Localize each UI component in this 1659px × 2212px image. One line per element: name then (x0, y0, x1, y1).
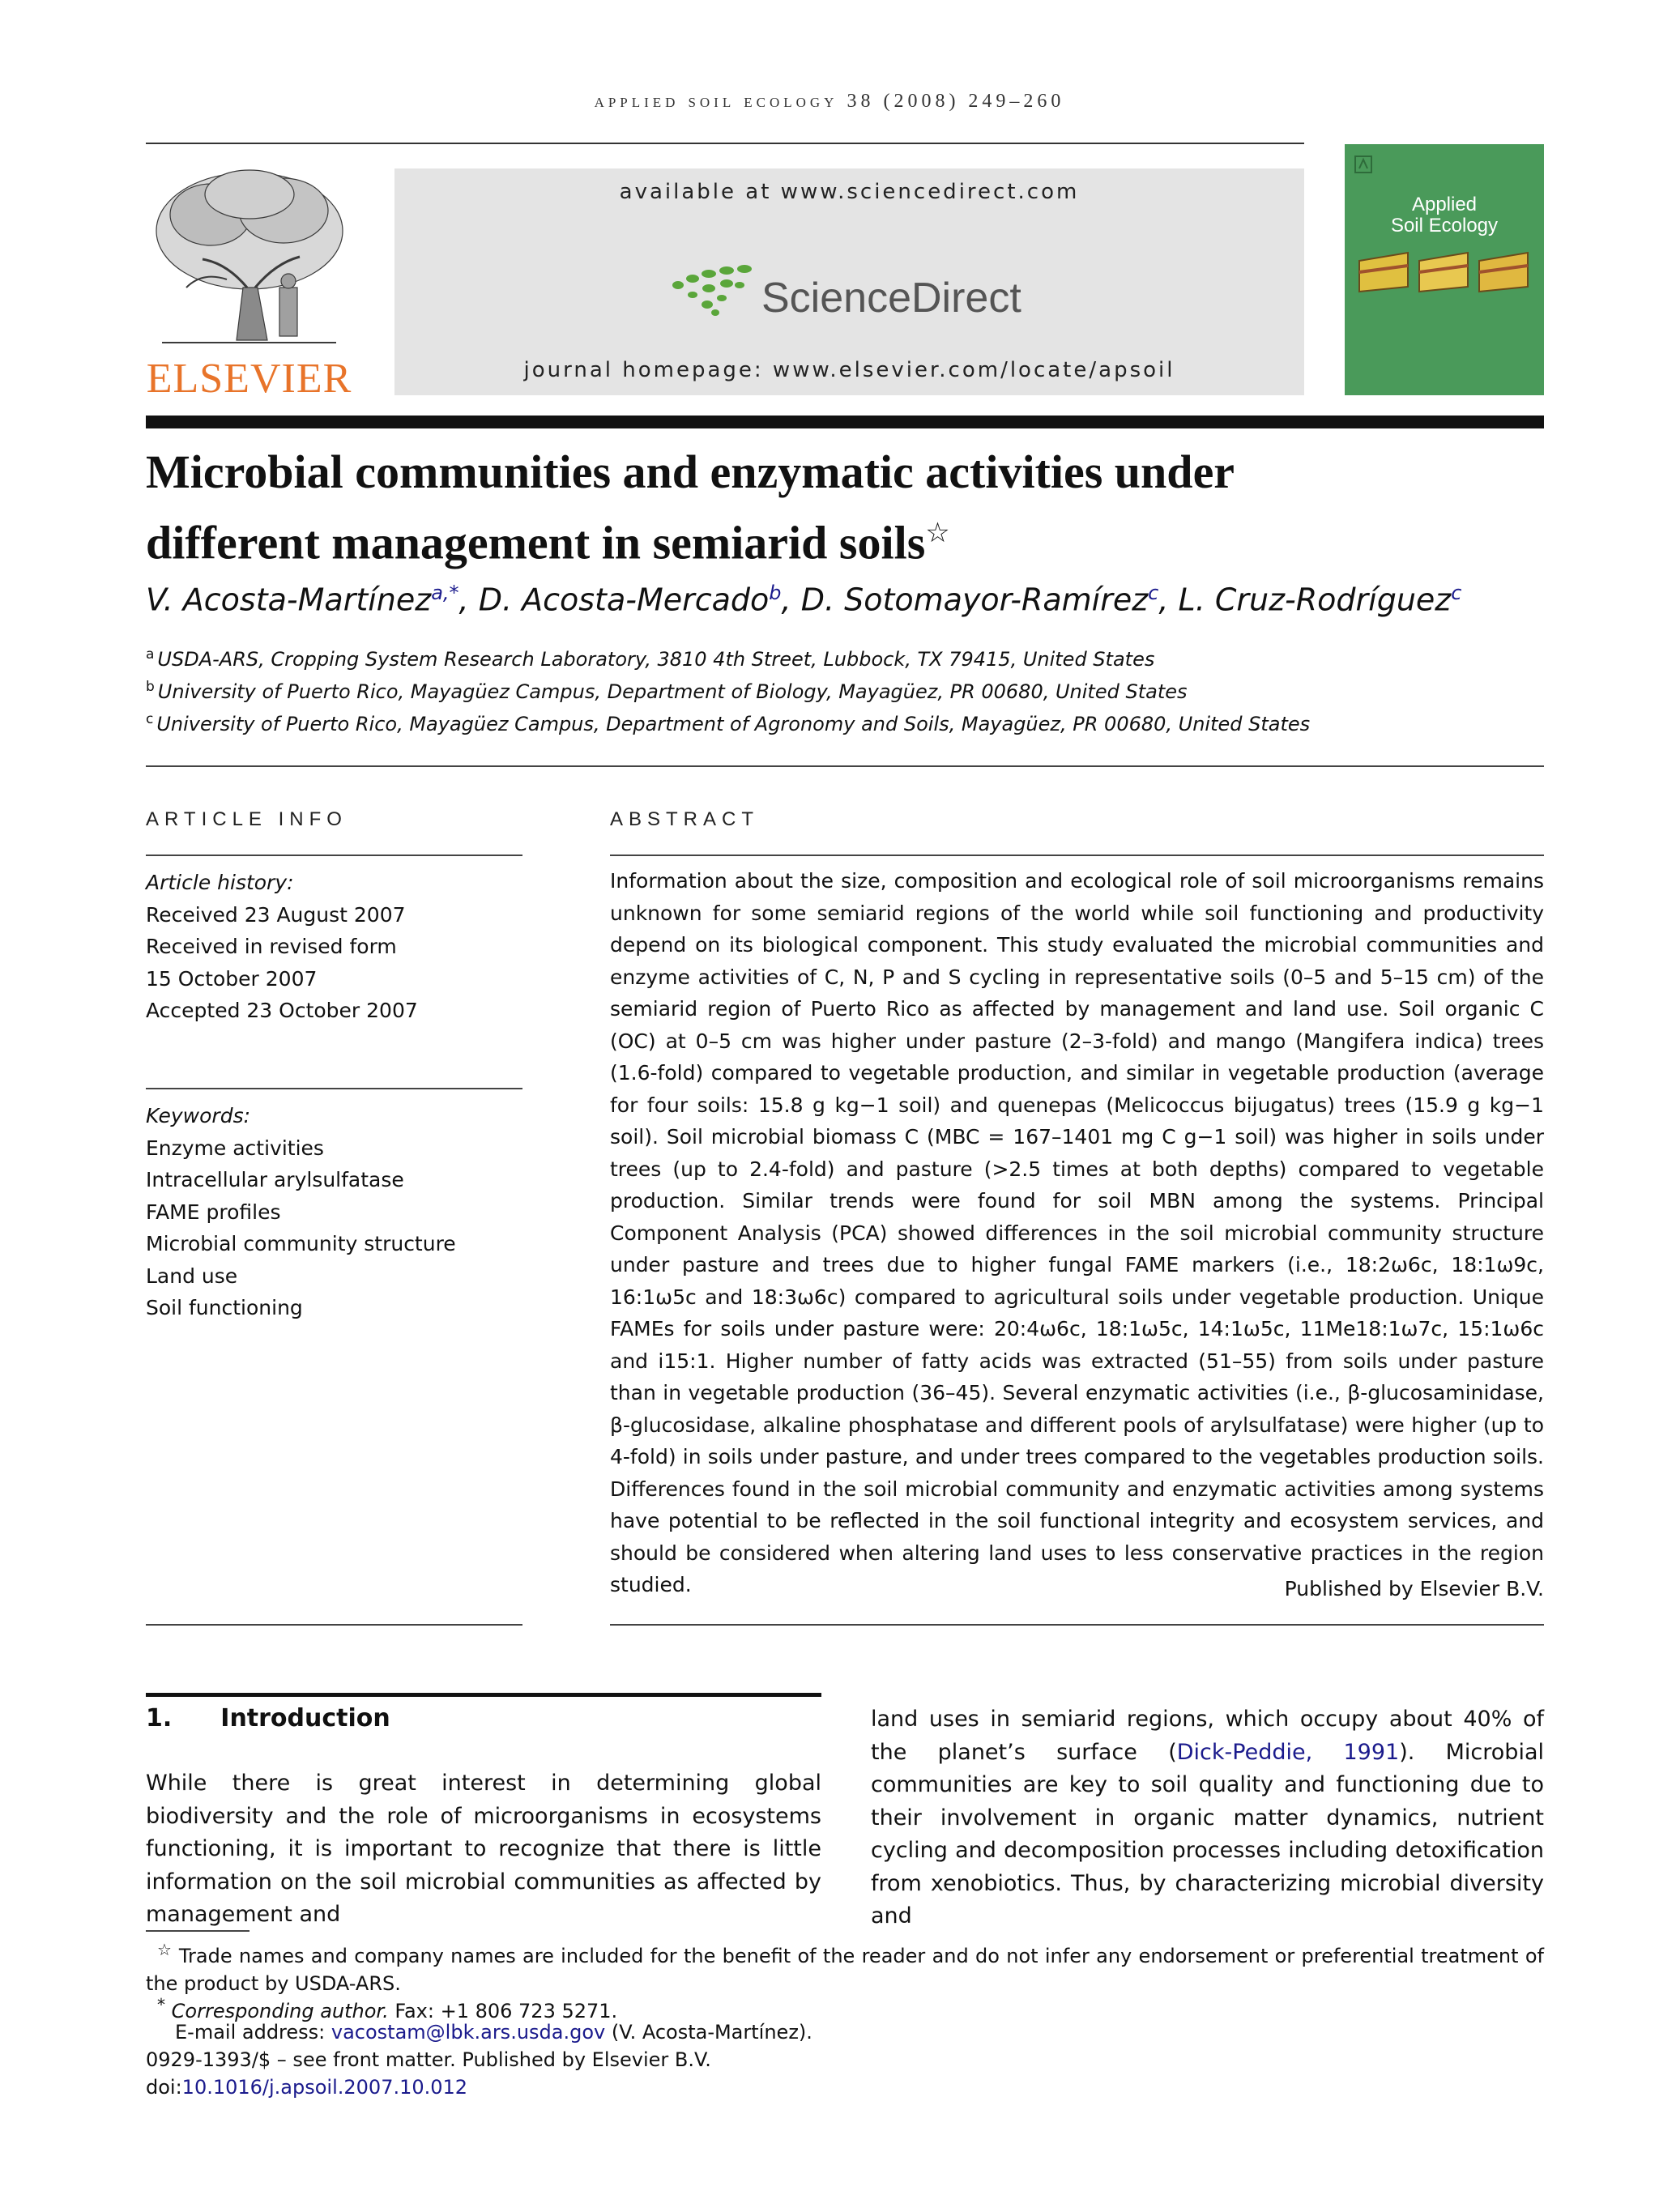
author-affil-mark[interactable]: b (769, 582, 782, 604)
affiliation-text: University of Puerto Rico, Mayagüez Campus, Department of Biology, Mayagüez, PR 00680, United States (157, 680, 1188, 703)
journal-homepage-link[interactable]: journal homepage: www.elsevier.com/locate/apsoil (523, 358, 1175, 382)
cover-title-line1: Applied (1411, 194, 1478, 215)
title-footnote-mark[interactable]: ☆ (925, 518, 950, 548)
citation-link[interactable]: Dick-Peddie, 1991 (1176, 1739, 1400, 1765)
author-list (146, 582, 1544, 618)
author-name: D. Sotomayor-Ramírez (800, 582, 1149, 618)
email-link[interactable]: vacostam@lbk.ars.usda.gov (331, 2021, 606, 2044)
affiliation (146, 711, 1544, 735)
affiliation-mark: b (146, 679, 155, 695)
doi-line (146, 2073, 1544, 2101)
abstract-label: ABSTRACT (610, 808, 760, 830)
article-title (146, 441, 1523, 573)
abstract-bottom-rule (610, 1624, 1544, 1626)
affiliation-mark: a (146, 646, 155, 663)
issn-line: 0929-1393/$ – see front matter. Published by Elsevier B.V. (146, 2048, 711, 2071)
sciencedirect-wordmark: ScienceDirect (761, 275, 1021, 322)
affiliation-mark: c (146, 711, 154, 727)
affiliation-text: USDA-ARS, Cropping System Research Laboratory, 3810 4th Street, Lubbock, TX 79415, United States (157, 648, 1155, 671)
history-item: Accepted 23 October 2007 (146, 999, 418, 1022)
running-head: applied soil ecology 38 (2008) 249–260 (594, 91, 1065, 112)
available-at-link[interactable]: available at www.sciencedirect.com (619, 180, 1080, 204)
article-history (146, 867, 527, 1027)
author-affil-mark[interactable]: c (1451, 582, 1462, 604)
intro-right-column (871, 1703, 1544, 1933)
intro-heading-bar (146, 1693, 821, 1697)
history-item: 15 October 2007 (146, 966, 318, 991)
footnote-email (175, 2018, 1544, 2046)
history-item: Received in revised form (146, 935, 397, 958)
footnote-rule (146, 1930, 249, 1932)
cover-elsevier-mini-icon (1354, 156, 1372, 173)
elsevier-wordmark: ELSEVIER (146, 356, 352, 402)
intro-right-text: ). Microbial communities are key to soil quality and functioning due to their involvement in organic matter dynamics, nutrient cycling and decomposition processes including detoxification from xenobiotics. Thus, by characterizing microbial diversity and (871, 1739, 1544, 1929)
keywords-block (146, 1100, 527, 1324)
intro-right-text: land uses in semiarid regions, which occupy about 40% of the planet’s surface ( (871, 1707, 1544, 1765)
author-name: V. Acosta-Martínez (146, 582, 432, 618)
section-title: Introduction (220, 1704, 390, 1733)
keyword: Land use (146, 1264, 238, 1288)
doi-label: doi: (146, 2076, 182, 2099)
doi-link[interactable]: 10.1016/j.apsoil.2007.10.012 (181, 2076, 468, 2099)
footnote-text: Trade names and company names are included for the benefit of the reader and do not infer any endorsement or preferential treatment of the product by USDA-ARS. (146, 1945, 1544, 1995)
footnote-mark: * (157, 1995, 165, 2014)
cover-title (1345, 194, 1544, 237)
keyword: Enzyme activities (146, 1136, 324, 1160)
author-name: L. Cruz-Rodríguez (1178, 582, 1452, 618)
abstract-rule (610, 855, 1544, 856)
section-number: 1. (146, 1704, 173, 1733)
sciencedirect-dots-icon (668, 261, 757, 318)
intro-heading (146, 1704, 390, 1733)
abstract-text: Information about the size, composition and ecological role of soil microorganisms remains unknown for some semiarid regions of the world while soil functioning and productivity depend on its biological component. This study evaluated the microbial communities and enzyme activities of C, N, P and S cycling in representative soils (0–5 and 5–15 cm) of the semiarid region of Puerto Rico as affected by management and land use. Soil organic C (OC) at 0–5 cm was higher under pasture (2–3-fold) and mango (Mangifera indica) trees (1.6-fold) compared to vegetable production, and similar in vegetable production (average for four soils: 15.8 g kg−1 soil) and quenepas (Melicoccus bijugatus) trees (15.9 g kg−1 soil). Soil microbial biomass C (MBC = 167–1401 mg C g−1 soil) was higher in soils under trees (up to 2.4-fold) and pasture (>2.5 times at both depths) compared to vegetable production. Similar trends were found for soil MBN among the systems. Principal Component Analysis (PCA) showed differences in the soil microbial community structure under pasture and trees due to higher fungal FAME markers (i.e., 18:2ω6c, 18:1ω9c, 16:1ω5c and 18:3ω6c) compared to agricultural soils under vegetable production. Unique FAMEs for soils under pasture were: 20:4ω6c, 18:1ω5c, 14:1ω5c, 11Me18:1ω7c, 15:1ω6c and i15:1. Higher number of fatty acids was extracted (51–55) from soils under pasture than in vegetable production (36–45). Several enzymatic activities (i.e., β-glucosaminidase, β-glucosidase, alkaline phosphatase and different pools of arylsulfatase) were higher (up to 4-fold) in soils under pasture, and under trees compared to the vegetables production soils. Differences found in the soil microbial community and enzymatic activities among systems have potential to be reflected in the soil functional integrity and ecosystem services, and should be considered when altering land uses to less conservative practices in the region studied. (610, 869, 1544, 1596)
affiliation (146, 679, 1544, 703)
footnote-disclaimer (146, 1936, 1544, 1997)
author-separator: , (458, 582, 479, 618)
author-affil-mark[interactable]: c (1148, 582, 1159, 604)
keyword: Soil functioning (146, 1296, 303, 1319)
cover-soil-image-icon (1356, 245, 1533, 295)
article-info-bottom-rule (146, 1624, 522, 1626)
keyword: FAME profiles (146, 1200, 281, 1224)
fax-number: Fax: +1 806 723 5271. (394, 2000, 618, 2022)
history-label: Article history: (146, 871, 294, 894)
author-separator: , (1158, 582, 1179, 618)
author-separator: , (781, 582, 801, 618)
article-info-label: ARTICLE INFO (146, 808, 348, 830)
abstract-published-by: Published by Elsevier B.V. (1284, 1577, 1544, 1600)
footnote-mark: ☆ (157, 1940, 173, 1959)
title-line1: Microbial communities and enzymatic activities under (146, 445, 1235, 498)
title-line2: different management in semiarid soils (146, 516, 926, 569)
cover-title-line2: Soil Ecology (1390, 215, 1499, 237)
affiliation-rule (146, 765, 1544, 767)
keywords-label: Keywords: (146, 1104, 251, 1127)
email-label: E-mail address: (175, 2021, 326, 2044)
keywords-rule (146, 1088, 522, 1089)
keyword: Intracellular arylsulfatase (146, 1168, 404, 1191)
tree-logo-icon (146, 166, 352, 352)
author-name: D. Acosta-Mercado (478, 582, 770, 618)
corresponding-label: Corresponding author. (171, 2000, 389, 2022)
history-item: Received 23 August 2007 (146, 902, 406, 927)
intro-left-column: While there is great interest in determining global biodiversity and the role of microorganisms in ecosystems functioning, it is important to recognize that there is little information on the soil microbial communities as affected by management and (146, 1771, 821, 1927)
header-rule (146, 143, 1304, 144)
affiliation (146, 646, 1544, 671)
keyword: Microbial community structure (146, 1232, 456, 1255)
affiliation-text: University of Puerto Rico, Mayagüez Campus, Department of Agronomy and Soils, Mayagüez, PR 00680, United States (156, 713, 1311, 735)
article-info-rule (146, 855, 522, 856)
title-separator-bar (146, 416, 1544, 428)
author-affil-mark[interactable]: a,* (431, 582, 459, 604)
email-owner: (V. Acosta-Martínez). (611, 2021, 812, 2044)
